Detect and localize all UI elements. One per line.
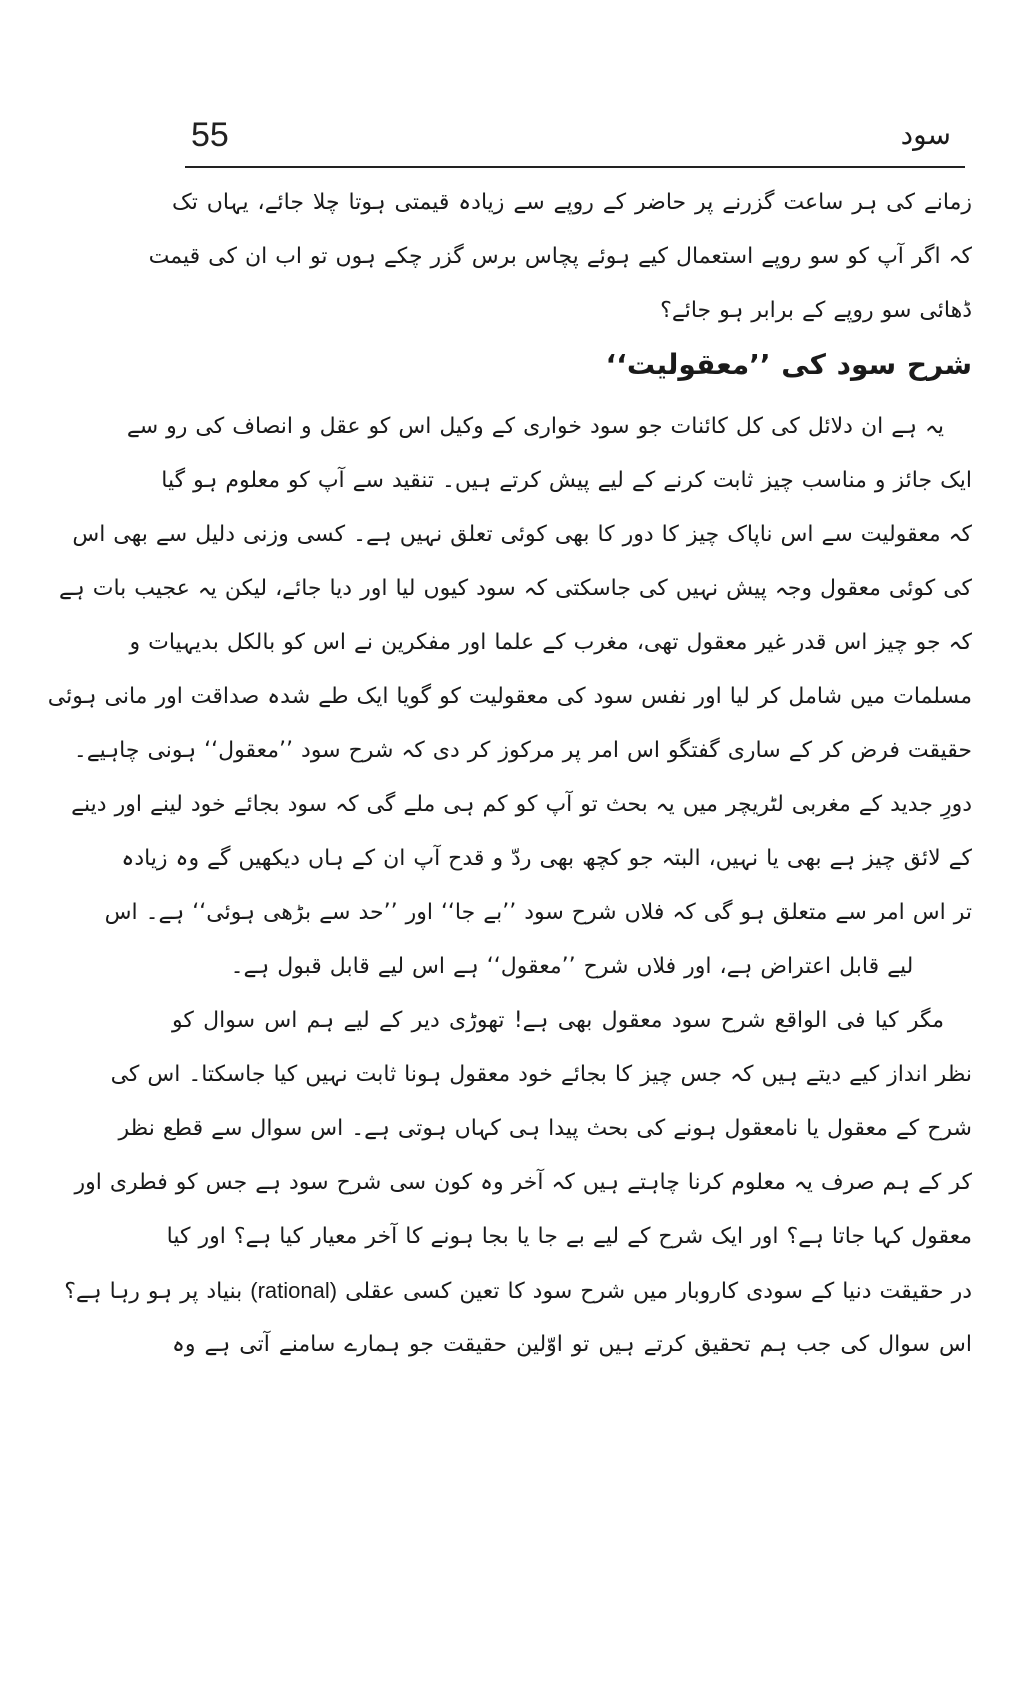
body-text	[47, 176, 972, 1372]
page-number: 55	[191, 116, 229, 154]
text-line: حقیقت فرض کر کے ساری گفتگو اس امر پر مرکوز کر دی کہ شرح سود ’’معقول‘‘ ہونی چاہیے۔	[73, 738, 972, 763]
text-line: لیے قابل اعتراض ہے، اور فلاں شرح ’’معقول‘‘ ہے اس لیے قابل قبول ہے۔	[230, 954, 914, 979]
text-line: معقول کہا جاتا ہے؟ اور ایک شرح کے لیے بے جا یا بجا ہونے کا آخر معیار کیا ہے؟ اور کیا	[166, 1224, 972, 1249]
text-line: کی کوئی معقول وجہ پیش نہیں کی جاسکتی کہ سود کیوں لیا اور دیا جائے، لیکن یہ عجیب بات ہے	[58, 576, 972, 601]
header-rule	[185, 166, 965, 168]
text-line-part: در حقیقت دنیا کے سودی کاروبار میں شرح سود کا تعین کسی عقلی	[345, 1279, 972, 1304]
text-line: شرح کے معقول یا نامعقول ہونے کی بحث پیدا ہی کہاں ہوتی ہے۔ اس سوال سے قطع نظر	[118, 1116, 972, 1141]
text-line	[64, 1264, 972, 1318]
text-line: کہ معقولیت سے اس ناپاک چیز کا دور کا بھی کوئی تعلق نہیں ہے۔ کسی وزنی دلیل سے بھی اس	[72, 522, 972, 547]
running-title: سود	[900, 118, 951, 151]
text-line: مسلمات میں شامل کر لیا اور نفس سود کی معقولیت کو گویا ایک طے شدہ صداقت اور مانی ہوئی	[47, 684, 972, 709]
text-line: اس سوال کی جب ہم تحقیق کرتے ہیں تو اوّلین حقیقت جو ہمارے سامنے آتی ہے وہ	[172, 1332, 972, 1357]
text-line-part: بنیاد پر ہو رہا ہے؟	[64, 1279, 243, 1304]
text-line: زمانے کی ہر ساعت گزرنے پر حاضر کے روپے سے زیادہ قیمتی ہوتا چلا جائے، یہاں تک	[172, 190, 972, 215]
text-line: ڈھائی سو روپے کے برابر ہو جائے؟	[660, 298, 972, 323]
text-line: یہ ہے ان دلائل کی کل کائنات جو سود خواری کے وکیل اس کو عقل و انصاف کی رو سے	[126, 414, 944, 439]
text-line: نظر انداز کیے دیتے ہیں کہ جس چیز کا بجائے خود معقول ہونا ثابت نہیں کیا جاسکتا۔ اس کی	[110, 1062, 972, 1087]
section-heading: شرح سود کی ’’معقولیت‘‘	[605, 348, 972, 381]
text-line: تر اس امر سے متعلق ہو گی کہ فلاں شرح سود ’’بے جا‘‘ اور ’’حد سے بڑھی ہوئی‘‘ ہے۔ اس	[104, 900, 972, 925]
text-line: کہ اگر آپ کو سو روپے استعمال کیے ہوئے پچاس برس گزر چکے ہوں تو اب ان کی قیمت	[148, 244, 972, 269]
text-line: کر کے ہم صرف یہ معلوم کرنا چاہتے ہیں کہ آخر وہ کون سی شرح سود ہے جس کو فطری اور	[74, 1170, 972, 1195]
text-line: کہ جو چیز اس قدر غیر معقول تھی، مغرب کے علما اور مفکرین نے اس کو بالکل بدیہیات و	[129, 630, 972, 655]
latin-term: (rational)	[250, 1278, 338, 1303]
text-line: کے لائق چیز ہے بھی یا نہیں، البتہ جو کچھ بھی ردّ و قدح آپ ان کے ہاں دیکھیں گے وہ زیادہ	[121, 846, 972, 871]
text-line: مگر کیا فی الواقع شرح سود معقول بھی ہے! تھوڑی دیر کے لیے ہم اس سوال کو	[172, 1008, 944, 1033]
page-header	[185, 112, 965, 168]
text-line: ایک جائز و مناسب چیز ثابت کرنے کے لیے پیش کرتے ہیں۔ تنقید سے آپ کو معلوم ہو گیا	[161, 468, 972, 493]
text-line: دورِ جدید کے مغربی لٹریچر میں یہ بحث تو آپ کو کم ہی ملے گی کہ سود بجائے خود لینے اور دینے	[71, 792, 972, 817]
